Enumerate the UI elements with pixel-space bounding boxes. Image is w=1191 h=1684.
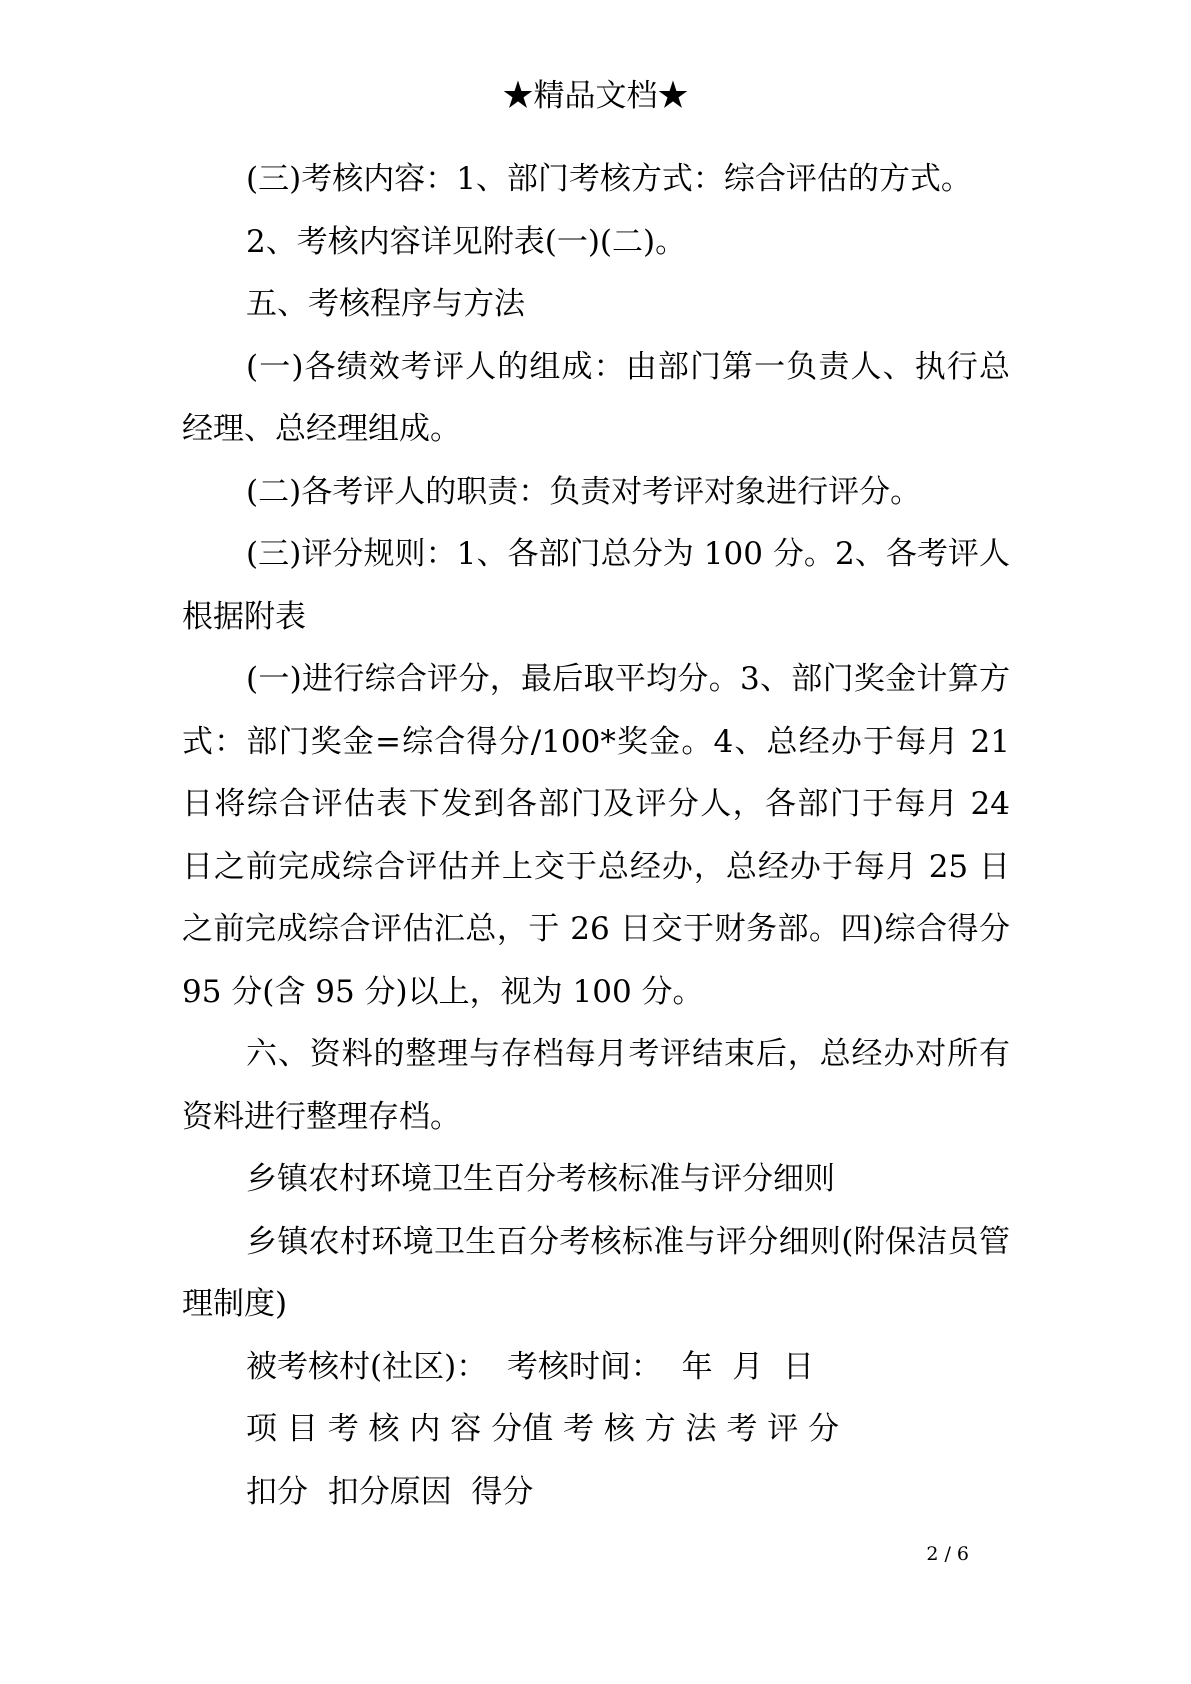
paragraph: 2、考核内容详见附表(一)(二)。 bbox=[246, 223, 687, 260]
section-heading: 五、考核程序与方法 bbox=[246, 286, 525, 322]
paragraph: 六、资料的整理与存档每月考评结束后，总经办对所有资料进行整理存档。 bbox=[182, 1036, 1010, 1135]
page-header: ★精品文档★ bbox=[502, 78, 689, 114]
table-header-line: 扣分 扣分原因 得分 bbox=[246, 1473, 534, 1510]
table-header-line: 项 目 考 核 内 容 分值 考 核 方 法 考 评 分 bbox=[246, 1411, 840, 1447]
paragraph: (一)各绩效考评人的组成：由部门第一负责人、执行总经理、总经理组成。 bbox=[182, 348, 1010, 447]
paragraph: (二)各考评人的职责：负责对考评对象进行评分。 bbox=[246, 473, 922, 510]
document-title: 乡镇农村环境卫生百分考核标准与评分细则 bbox=[246, 1161, 835, 1197]
page-number: 2 / 6 bbox=[926, 1543, 969, 1565]
paragraph: (三)考核内容：1、部门考核方式：综合评估的方式。 bbox=[246, 161, 972, 197]
form-line: 被考核村(社区)： 考核时间： 年 月 日 bbox=[246, 1348, 815, 1385]
paragraph: (一)进行综合评分，最后取平均分。3、部门奖金计算方式：部门奖金=综合得分/100*奖金。4、总经办于每月 21 日将综合评估表下发到各部门及评分人，各部门于每月 24 日之前完成综合评估并上交于总经办，总经办于每月 25 日之前完成综合评估汇总，于 26 日交于财务部。四)综合得分 95 分(含 95 分)以上，视为 100 分。 bbox=[182, 661, 1020, 1010]
paragraph: (三)评分规则：1、各部门总分为 100 分。2、各考评人根据附表 bbox=[182, 536, 1010, 635]
paragraph: 乡镇农村环境卫生百分考核标准与评分细则(附保洁员管理制度) bbox=[182, 1223, 1010, 1322]
page-footer bbox=[0, 1542, 1191, 1566]
document-body bbox=[182, 148, 1020, 1523]
